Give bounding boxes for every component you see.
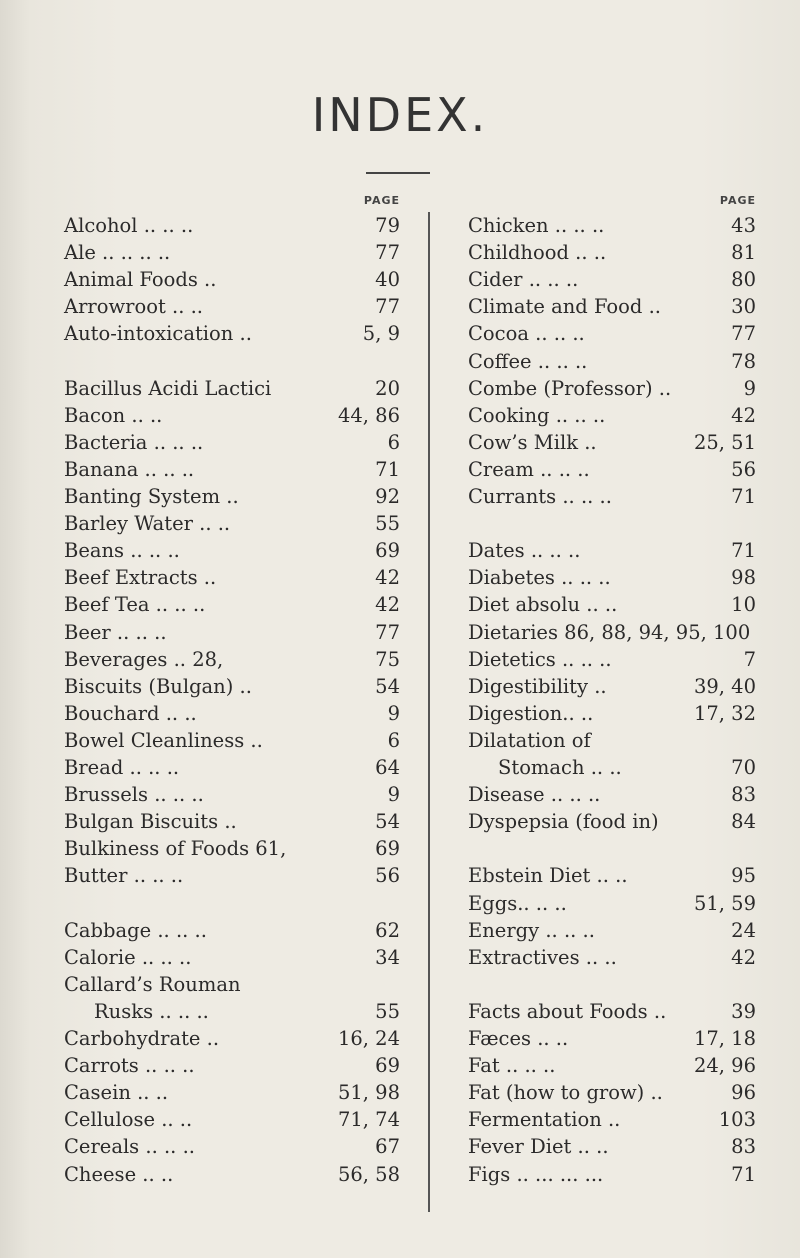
entry-term: Bulgan Biscuits .. bbox=[64, 810, 237, 834]
entry-page-number: 17, 18 bbox=[693, 1027, 756, 1050]
entry-term: Bacon .. .. bbox=[64, 403, 163, 427]
entry-page-number: 69 bbox=[375, 1054, 400, 1078]
entry-term: Fæces .. .. bbox=[468, 1027, 569, 1050]
index-entry bbox=[468, 268, 756, 292]
entry-page-number: 67 bbox=[375, 1135, 400, 1159]
index-entry bbox=[468, 1054, 756, 1078]
entry-page-number: 55 bbox=[375, 999, 400, 1023]
index-entry bbox=[64, 295, 400, 319]
entry-term: Cow’s Milk .. bbox=[468, 430, 597, 454]
entry-term: Chicken .. .. .. bbox=[468, 214, 605, 237]
entry-term: Combe (Professor) .. bbox=[468, 376, 672, 400]
entry-page-number: 42 bbox=[375, 593, 400, 617]
index-entry bbox=[64, 458, 400, 482]
index-entry bbox=[468, 214, 756, 238]
entry-page-number: 24, 96 bbox=[693, 1054, 756, 1078]
entry-page-number: 16, 24 bbox=[337, 1027, 400, 1050]
entry-term: Digestion.. .. bbox=[468, 701, 594, 725]
entry-term: Beer .. .. .. bbox=[64, 620, 167, 644]
index-entry bbox=[64, 512, 400, 536]
index-entry bbox=[64, 539, 400, 563]
index-entry bbox=[468, 892, 756, 916]
entry-page-number: 77 bbox=[375, 241, 400, 265]
entry-page-number: 83 bbox=[731, 783, 756, 807]
index-entry bbox=[64, 919, 400, 943]
entry-term: Cocoa .. .. .. bbox=[468, 322, 585, 346]
entry-term: Fermentation .. bbox=[468, 1108, 621, 1132]
page-title: INDEX. bbox=[311, 88, 489, 142]
entry-term: Disease .. .. .. bbox=[468, 783, 601, 807]
entry-term: Dietaries 86, 88, 94, 95, 100 bbox=[468, 620, 751, 644]
index-entry bbox=[468, 946, 756, 970]
entry-term: Casein .. .. bbox=[64, 1081, 169, 1105]
entry-term: Fat .. .. .. bbox=[468, 1054, 556, 1078]
entry-page-number: 56, 58 bbox=[337, 1162, 400, 1186]
entry-page-number: 64 bbox=[375, 756, 400, 779]
index-entry bbox=[468, 864, 756, 888]
index-entry bbox=[64, 675, 400, 699]
entry-term: Cheese .. .. bbox=[64, 1162, 174, 1186]
entry-page-number: 51, 59 bbox=[693, 891, 756, 915]
entry-page-number: 54 bbox=[375, 810, 400, 834]
entry-page-number: 30 bbox=[731, 295, 756, 319]
entry-term: Fever Diet .. .. bbox=[468, 1135, 609, 1159]
entry-page-number: 42 bbox=[375, 566, 400, 590]
entry-term: Banting System .. bbox=[64, 485, 239, 508]
index-entry bbox=[64, 756, 400, 780]
index-entry bbox=[468, 729, 756, 753]
entry-term: Carrots .. .. .. bbox=[64, 1054, 195, 1078]
index-entry bbox=[64, 485, 400, 509]
index-entry bbox=[468, 1027, 756, 1051]
index-entry bbox=[468, 1108, 756, 1132]
index-entry bbox=[468, 621, 756, 645]
entry-page-number: 71 bbox=[375, 457, 400, 481]
index-entry bbox=[64, 1027, 400, 1051]
entry-page-number: 24 bbox=[731, 918, 756, 942]
entry-page-number: 98 bbox=[731, 566, 756, 590]
entry-page-number: 62 bbox=[375, 918, 400, 942]
entry-term: Biscuits (Bulgan) .. bbox=[64, 674, 252, 698]
entry-page-number: 9 bbox=[743, 376, 756, 400]
entry-page-number: 79 bbox=[375, 214, 400, 237]
entry-page-number: 70 bbox=[731, 756, 756, 779]
entry-term: Energy .. .. .. bbox=[468, 918, 595, 942]
entry-page-number: 20 bbox=[375, 376, 400, 400]
entry-page-number: 75 bbox=[375, 647, 400, 671]
entry-page-number: 71 bbox=[731, 485, 756, 508]
index-entry bbox=[64, 621, 400, 645]
entry-term: Barley Water .. .. bbox=[64, 512, 231, 536]
index-entry bbox=[64, 864, 400, 888]
index-entry bbox=[64, 377, 400, 401]
entry-term: Brussels .. .. .. bbox=[64, 783, 204, 807]
entry-term: Bulkiness of Foods 61, bbox=[64, 837, 287, 861]
entry-page-number: 80 bbox=[731, 268, 756, 292]
entry-page-number: 42 bbox=[731, 403, 756, 427]
index-entry bbox=[468, 1163, 756, 1187]
index-entry bbox=[64, 1108, 400, 1132]
index-entry bbox=[468, 241, 756, 265]
entry-page-number: 69 bbox=[375, 539, 400, 563]
entry-page-number: 96 bbox=[731, 1081, 756, 1105]
entry-term: Ebstein Diet .. .. bbox=[468, 864, 628, 888]
entry-page-number: 95 bbox=[731, 864, 756, 888]
entry-term: Currants .. .. .. bbox=[468, 485, 612, 508]
entry-term: Fat (how to grow) .. bbox=[468, 1081, 663, 1105]
index-entry bbox=[64, 1163, 400, 1187]
entry-term: Beverages .. 28, bbox=[64, 647, 224, 671]
index-entry bbox=[468, 377, 756, 401]
entry-term: Extractives .. .. bbox=[468, 945, 617, 969]
entry-page-number: 7 bbox=[743, 647, 756, 671]
entry-term: Bacteria .. .. .. bbox=[64, 430, 204, 454]
entry-term: Climate and Food .. bbox=[468, 295, 661, 319]
entry-term: Cream .. .. .. bbox=[468, 457, 590, 481]
entry-page-number: 9 bbox=[387, 783, 400, 807]
index-entry bbox=[64, 783, 400, 807]
entry-term: Arrowroot .. .. bbox=[64, 295, 203, 319]
entry-page-number: 77 bbox=[731, 322, 756, 346]
entry-page-number: 77 bbox=[375, 620, 400, 644]
index-entry bbox=[468, 485, 756, 509]
index-entry bbox=[468, 1081, 756, 1105]
entry-page-number: 54 bbox=[375, 674, 400, 698]
index-entry bbox=[64, 431, 400, 455]
entry-term: Bouchard .. .. bbox=[64, 701, 197, 725]
index-entry bbox=[64, 268, 400, 292]
index-entry bbox=[64, 404, 400, 428]
index-entry bbox=[64, 1000, 400, 1024]
entry-term: Diet absolu .. .. bbox=[468, 593, 618, 617]
entry-term: Cider .. .. .. bbox=[468, 268, 579, 292]
index-entry bbox=[64, 1135, 400, 1159]
entry-term: Rusks .. .. .. bbox=[94, 999, 209, 1023]
entry-page-number: 9 bbox=[387, 701, 400, 725]
entry-term: Figs .. ... ... ... bbox=[468, 1162, 604, 1186]
index-entry bbox=[64, 322, 400, 346]
index-entry bbox=[468, 1135, 756, 1159]
entry-term: Childhood .. .. bbox=[468, 241, 607, 265]
column-divider bbox=[428, 212, 430, 1212]
entry-page-number: 71 bbox=[731, 539, 756, 563]
entry-term: Cereals .. .. .. bbox=[64, 1135, 195, 1159]
index-entry bbox=[64, 566, 400, 590]
entry-term: Calorie .. .. .. bbox=[64, 945, 192, 969]
entry-term: Carbohydrate .. bbox=[64, 1027, 220, 1050]
entry-term: Dietetics .. .. .. bbox=[468, 647, 612, 671]
entry-term: Facts about Foods .. bbox=[468, 999, 667, 1023]
entry-term: Bread .. .. .. bbox=[64, 756, 180, 779]
entry-term: Bowel Cleanliness .. bbox=[64, 728, 263, 752]
entry-term: Dyspepsia (food in) bbox=[468, 810, 659, 834]
index-entry bbox=[468, 919, 756, 943]
entry-page-number: 71 bbox=[731, 1162, 756, 1186]
page-column-header: PAGE bbox=[363, 194, 400, 207]
entry-page-number: 84 bbox=[731, 810, 756, 834]
entry-term: Dates .. .. .. bbox=[468, 539, 581, 563]
entry-page-number: 81 bbox=[731, 241, 756, 265]
entry-page-number: 34 bbox=[375, 945, 400, 969]
entry-term: Auto-intoxication .. bbox=[64, 322, 252, 346]
index-entry bbox=[64, 702, 400, 726]
title-rule bbox=[366, 172, 430, 174]
index-entry bbox=[64, 837, 400, 861]
index-entry bbox=[468, 593, 756, 617]
entry-term: Alcohol .. .. .. bbox=[64, 214, 194, 237]
entry-term: Cellulose .. .. bbox=[64, 1108, 193, 1132]
entry-page-number: 56 bbox=[731, 457, 756, 481]
entry-term: Cooking .. .. .. bbox=[468, 403, 606, 427]
entry-page-number: 25, 51 bbox=[693, 430, 756, 454]
entry-page-number: 78 bbox=[731, 349, 756, 373]
entry-term: Callard’s Rouman bbox=[64, 972, 241, 996]
index-entry bbox=[64, 1054, 400, 1078]
entry-page-number: 10 bbox=[731, 593, 756, 617]
entry-term: Eggs.. .. .. bbox=[468, 891, 567, 915]
entry-term: Stomach .. .. bbox=[498, 756, 622, 779]
index-entry bbox=[468, 539, 756, 563]
entry-page-number: 44, 86 bbox=[337, 403, 400, 427]
entry-page-number: 56 bbox=[375, 864, 400, 888]
entry-page-number: 55 bbox=[375, 512, 400, 536]
entry-term: Dilatation of bbox=[468, 728, 591, 752]
entry-page-number: 6 bbox=[387, 430, 400, 454]
index-entry bbox=[468, 322, 756, 346]
entry-page-number: 5, 9 bbox=[362, 322, 400, 346]
entry-page-number: 17, 32 bbox=[693, 701, 756, 725]
index-entry bbox=[468, 756, 756, 780]
entry-page-number: 69 bbox=[375, 837, 400, 861]
entry-term: Beans .. .. .. bbox=[64, 539, 180, 563]
index-entry bbox=[468, 431, 756, 455]
index-entry bbox=[64, 810, 400, 834]
entry-page-number: 103 bbox=[718, 1108, 756, 1132]
index-entry bbox=[64, 729, 400, 753]
index-entry bbox=[468, 458, 756, 482]
entry-term: Cabbage .. .. .. bbox=[64, 918, 207, 942]
index-entry bbox=[468, 566, 756, 590]
index-entry bbox=[468, 404, 756, 428]
index-entry bbox=[468, 350, 756, 374]
index-entry bbox=[64, 973, 400, 997]
index-entry bbox=[468, 675, 756, 699]
entry-term: Butter .. .. .. bbox=[64, 864, 184, 888]
entry-page-number: 39, 40 bbox=[693, 674, 756, 698]
entry-term: Diabetes .. .. .. bbox=[468, 566, 611, 590]
entry-page-number: 71, 74 bbox=[337, 1108, 400, 1132]
entry-page-number: 40 bbox=[375, 268, 400, 292]
page-column-header: PAGE bbox=[719, 194, 756, 207]
entry-page-number: 43 bbox=[731, 214, 756, 237]
entry-term: Banana .. .. .. bbox=[64, 457, 195, 481]
index-entry bbox=[468, 1000, 756, 1024]
entry-term: Ale .. .. .. .. bbox=[64, 241, 171, 265]
index-entry bbox=[64, 593, 400, 617]
entry-page-number: 92 bbox=[375, 485, 400, 508]
index-entry bbox=[64, 648, 400, 672]
entry-page-number: 42 bbox=[731, 945, 756, 969]
index-entry bbox=[64, 946, 400, 970]
index-entry bbox=[468, 702, 756, 726]
index-entry bbox=[468, 810, 756, 834]
entry-term: Coffee .. .. .. bbox=[468, 349, 588, 373]
entry-page-number: 83 bbox=[731, 1135, 756, 1159]
entry-page-number: 77 bbox=[375, 295, 400, 319]
index-entry bbox=[468, 295, 756, 319]
index-entry bbox=[468, 648, 756, 672]
index-entry bbox=[64, 214, 400, 238]
entry-term: Animal Foods .. bbox=[64, 268, 217, 292]
index-entry bbox=[468, 783, 756, 807]
entry-page-number: 39 bbox=[731, 999, 756, 1023]
entry-term: Bacillus Acidi Lactici bbox=[64, 376, 272, 400]
entry-term: Beef Extracts .. bbox=[64, 566, 217, 590]
entry-term: Beef Tea .. .. .. bbox=[64, 593, 206, 617]
index-entry bbox=[64, 241, 400, 265]
entry-page-number: 51, 98 bbox=[337, 1081, 400, 1105]
index-entry bbox=[64, 1081, 400, 1105]
entry-term: Digestibility .. bbox=[468, 674, 607, 698]
entry-page-number: 6 bbox=[387, 728, 400, 752]
